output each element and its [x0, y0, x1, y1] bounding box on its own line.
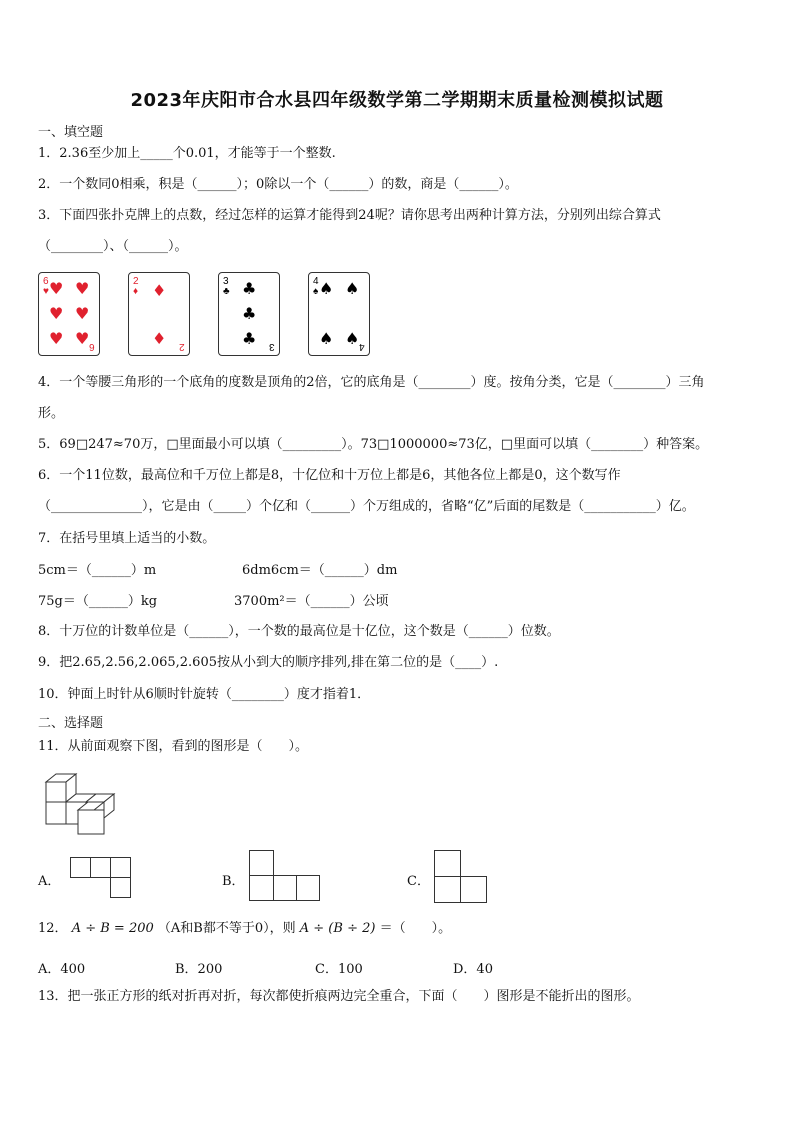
card-two-diamonds [128, 272, 190, 356]
question-11: 11．从前面观察下图，看到的图形是（ ）。 [38, 739, 309, 754]
question-7: 7．在括号里填上适当的小数。 [38, 531, 216, 546]
card-rank-inverted: 6 [89, 341, 95, 352]
question-9: 9．把2.65,2.56,2.065,2.605按从小到大的顺序排列,排在第二位的是（____）. [38, 655, 499, 670]
diamond-icon: ♦ [152, 329, 167, 348]
question-4-line1: 4．一个等腰三角形的一个底角的度数是顶角的2倍，它的底角是（________）度。按角分类，它是（________）三角 [38, 375, 705, 390]
club-icon: ♣ [242, 329, 257, 348]
club-icon: ♣ [242, 304, 257, 323]
heart-icon: ♥ [43, 286, 49, 297]
q11-option-a-shape[interactable] [70, 857, 132, 899]
q11-option-b-shape[interactable] [249, 850, 321, 902]
question-8: 8．十万位的计数单位是（______），一个数的最高位是十亿位，这个数是（______）位数。 [38, 624, 560, 639]
question-10: 10．钟面上时针从6顺时针旋转（________）度才指着1． [38, 687, 371, 702]
question-3-line2: （________）、（______）。 [38, 239, 188, 254]
q12-condition: （A和B都不等于0），则 [157, 921, 296, 936]
question-3-line1: 3．下面四张扑克牌上的点数，经过怎样的运算才能得到24呢？请你思考出两种计算方法，分别列出综合算式 [38, 208, 661, 223]
question-7-item-cm-to-m: 5cm＝（______）m [38, 563, 157, 578]
q12-option-b[interactable]: B．200 [175, 962, 223, 977]
question-7-item-hectare: 3700m²＝（______）公顷 [234, 594, 389, 609]
heart-icon: ♥ [75, 329, 90, 348]
heart-icon: ♥ [75, 304, 90, 323]
section-fill-heading: 一、填空题 [38, 125, 104, 140]
q12-expression: A ÷ (B ÷ 2) [299, 921, 376, 936]
spade-icon: ♠ [313, 286, 319, 297]
card-six-hearts [38, 272, 100, 356]
q12-option-d[interactable]: D．40 [453, 962, 493, 977]
spade-icon: ♠ [345, 329, 360, 348]
card-rank: 2 [133, 276, 139, 287]
question-13: 13．把一张正方形的纸对折再对折，每次都使折痕两边完全重合，下面（ ）图形是不能折出的图形。 [38, 989, 640, 1004]
q12-option-a[interactable]: A．400 [38, 962, 86, 977]
question-2: 2．一个数同0相乘，积是（______）；0除以一个（______）的数，商是（______）。 [38, 177, 518, 192]
question-12 [38, 920, 451, 938]
q11-option-b-label[interactable]: B． [222, 874, 245, 889]
question-1: 1．2.36至少加上_____个0.01，才能等于一个整数. [38, 146, 336, 161]
question-5: 5．69□247≈70万，□里面最小可以填（_________）。73□1000000≈73亿，□里面可以填（________）种答案。 [38, 437, 709, 452]
card-rank: 4 [313, 276, 319, 287]
question-6-line2: （______________），它是由（_____）个亿和（______）个万组成的，省略“亿”后面的尾数是（___________）亿。 [38, 499, 695, 514]
page-title: 2023年庆阳市合水县四年级数学第二学期期末质量检测模拟试题 [130, 90, 664, 111]
cube-stack-figure [40, 770, 120, 840]
q12-equation: A ÷ B = 200 [71, 921, 154, 936]
question-4-line2: 形。 [38, 406, 65, 421]
diamond-icon: ♦ [152, 281, 167, 300]
q11-option-c-shape[interactable] [434, 850, 488, 904]
question-6-line1: 6．一个11位数，最高位和千万位上都是8，十亿位和十万位上都是6，其他各位上都是0，这个数写作 [38, 468, 621, 483]
spade-icon: ♠ [345, 279, 360, 298]
card-three-clubs [218, 272, 280, 356]
card-rank: 6 [43, 276, 49, 287]
heart-icon: ♥ [49, 279, 64, 298]
club-icon: ♣ [242, 279, 257, 298]
spade-icon: ♠ [319, 279, 334, 298]
heart-icon: ♥ [49, 329, 64, 348]
question-7-item-g-to-kg: 75g＝（______）kg [38, 594, 158, 609]
card-four-spades [308, 272, 370, 356]
club-icon: ♣ [223, 286, 230, 297]
q11-option-a-label[interactable]: A． [38, 874, 61, 889]
heart-icon: ♥ [75, 279, 90, 298]
spade-icon: ♠ [319, 329, 334, 348]
card-rank-inverted: 3 [269, 341, 275, 352]
card-rank: 3 [223, 276, 229, 287]
question-7-item-dm: 6dm6cm＝（______）dm [242, 563, 398, 578]
diamond-icon: ♦ [133, 286, 139, 297]
q12-option-c[interactable]: C．100 [315, 962, 363, 977]
section-choice-heading: 二、选择题 [38, 716, 104, 731]
card-rank-inverted: 4 [359, 341, 365, 352]
q12-number: 12． [38, 921, 68, 936]
card-rank-inverted: 2 [179, 341, 185, 352]
q11-option-c-label[interactable]: C． [407, 874, 430, 889]
q12-answer-blank: ＝（ ）。 [379, 921, 452, 936]
heart-icon: ♥ [49, 304, 64, 323]
